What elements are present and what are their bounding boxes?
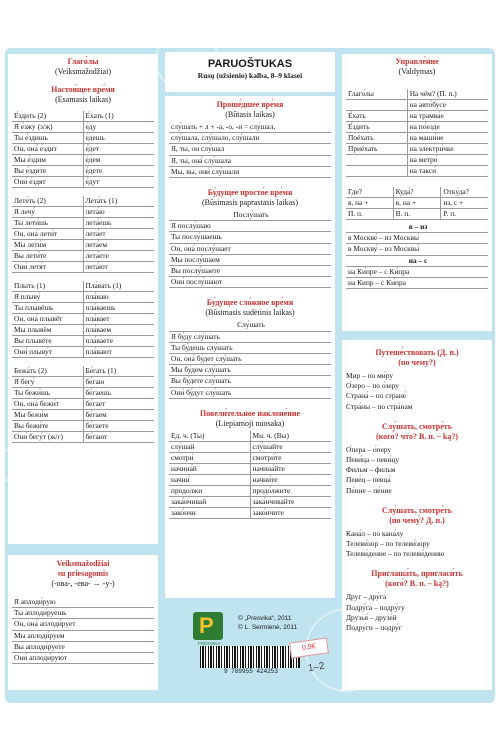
list-item: Мы бу́дем слу́шать [169, 365, 331, 376]
listen-title: Слу́шать, смотре́ть [382, 421, 452, 431]
list-item: Он, она́ бу́дет слу́шать [169, 354, 331, 365]
table-cell: Он, она́ е́здит [12, 144, 83, 155]
list-item: Мы аплоди́руем [12, 631, 154, 642]
listen-question: (кого́? что? В. п. – ką?) [376, 431, 458, 441]
left-panel-suffix-verbs [8, 555, 158, 690]
list-item: Я бу́ду слу́шать [169, 332, 331, 343]
suffix-rule: (-ова-, -ева- → -у-) [51, 579, 115, 588]
list-item: Я послу́шаю [169, 221, 331, 232]
table-cell: пла́ваем [83, 325, 155, 336]
table-cell: Ты лети́шь [12, 218, 83, 229]
table-cell: на авто́бусе [407, 100, 488, 111]
table-head: На чём? (П. п.) [407, 89, 488, 100]
list-item: О́пера – о́перу [346, 444, 392, 454]
list-item: Я, ты, она́ слу́шала [169, 156, 331, 167]
table-head: Ед. ч. (Ты) [169, 431, 250, 442]
table-cell: начина́й [169, 464, 250, 475]
list-item: Фильм – фильм [346, 465, 396, 475]
copyright-line: © L. Sermienė, 2011 [238, 624, 298, 631]
table-cell: Мы плывём [12, 325, 83, 336]
barcode [200, 646, 300, 668]
table-cell: В. п. [393, 209, 441, 220]
table-cell: пла́вают [83, 347, 155, 358]
handwritten-note: 1–2 [307, 660, 326, 675]
table-cell: Мы лети́м [12, 240, 83, 251]
list-item: Певи́ца – певи́цу [346, 455, 400, 465]
table-cell: е́дут [83, 177, 155, 188]
where-table [346, 187, 488, 220]
table-cell: бе́гаю [83, 377, 155, 388]
list-item: Вы послу́шаете [169, 266, 331, 277]
table-cell: зако́нчите [250, 508, 332, 519]
table-cell: П. п. [346, 209, 393, 220]
table-cell: лета́ем [83, 240, 155, 251]
list-item: Друг – дру́га [346, 592, 387, 602]
table-cell: Они́ плыву́т [12, 347, 83, 358]
logo-name: PRESVIKA [197, 641, 221, 646]
list-item: в Москве́ – из Москвы́ [346, 233, 488, 244]
barcode-number: 9 789955 424253 [223, 668, 278, 675]
table-cell: Он, она́ бежи́т [12, 399, 83, 410]
table-cell: Вы плывёте [12, 336, 83, 347]
preposition-heading: в – из [346, 222, 488, 233]
list-item: О́зеро – по о́зеру [346, 381, 400, 391]
suffix-verbs-list [12, 597, 154, 664]
table-cell: е́ду [83, 122, 155, 133]
list-item: Телеви́дение – по телеви́дению [346, 549, 445, 559]
invite-lines [346, 592, 488, 633]
prepositions-list [346, 222, 488, 289]
table-cell: пла́ваете [83, 336, 155, 347]
price-sticker: 0,9€ [289, 637, 329, 658]
list-item: Они́ послу́шают [169, 277, 331, 288]
table-cell: е́дешь [83, 133, 155, 144]
listen2-lines [346, 529, 488, 560]
table-cell: Они́ бегу́т (ж/г) [12, 432, 83, 443]
list-item: Друзья́ – друзе́й [346, 612, 397, 622]
table-cell: бе́гаешь [83, 388, 155, 399]
list-item: Подру́ги – подру́г [346, 623, 402, 633]
travel-question: (по чему?) [398, 358, 436, 367]
table-cell: лета́ет [83, 229, 155, 240]
list-item: Вы бу́дете слу́шать [169, 376, 331, 387]
table-cell: в, на + [346, 198, 393, 209]
suffix-verbs-title: Veiksmažodžiai [56, 559, 110, 568]
right-panel-cases [342, 340, 492, 690]
table-head: Куда́? [393, 187, 441, 198]
table-cell: лета́ете [83, 251, 155, 262]
list-item: на Ки́пре – с Ки́пра [346, 267, 488, 278]
table-cell: на трамва́е [407, 111, 488, 122]
table-cell: зака́нчивайте [250, 497, 332, 508]
imperative-lt: (Liepiamoji nuosaka) [215, 418, 285, 428]
list-item: Подру́га – подру́гу [346, 602, 405, 612]
list-item: Мы послу́шаем [169, 255, 331, 266]
table-head: Бе́гать (1) [83, 366, 155, 377]
table-cell: начни́ [169, 475, 250, 486]
table-cell: бе́гают [83, 432, 155, 443]
invite-question: (кого́? В. п. – ką?) [385, 579, 449, 589]
listen-lines [346, 445, 488, 496]
table-cell: Е́здить [346, 122, 407, 133]
list-item: Мир – по ми́ру [346, 371, 394, 380]
table-cell [346, 155, 407, 166]
verb-heading: Послу́шать [169, 210, 331, 221]
table-cell: на такси́ [407, 166, 488, 177]
table-cell: начни́те [250, 475, 332, 486]
table-cell: е́дет [83, 144, 155, 155]
table-cell: Р. п. [440, 209, 488, 220]
table-head: Е́хать (1) [83, 111, 155, 122]
list-item: Они́ аплоди́руют [12, 653, 154, 664]
future-compound-lt: (Būsimasis sudėtinis laikas) [205, 308, 295, 318]
past-lt: (Būtasis laikas) [225, 110, 275, 119]
table-cell [346, 100, 407, 111]
table-head: Е́здить (2) [12, 111, 83, 122]
table-head: Лета́ть (1) [83, 196, 155, 207]
table-cell: лета́ют [83, 262, 155, 273]
table-cell: на маши́не [407, 133, 488, 144]
present-lt: (Esamasis laikas) [55, 95, 111, 104]
list-item: Кана́л – по кана́лу [346, 528, 404, 538]
list-item: в Москву́ – из Москвы́ [346, 244, 488, 255]
table-cell: на электри́чке [407, 144, 488, 155]
list-item: Пе́ние – пе́ние [346, 485, 392, 495]
table-head: Бежа́ть (2) [12, 366, 83, 377]
list-item: Стра́ны – по стра́нам [346, 401, 413, 411]
verbs-lt: (Veiksmažodžiai) [55, 67, 111, 76]
imperative-table [169, 431, 331, 519]
past-lines [169, 122, 331, 178]
table-cell: слу́шайте [250, 442, 332, 453]
table-cell: е́дем [83, 155, 155, 166]
list-item: Ты бу́дешь слу́шать [169, 343, 331, 354]
table-head: Глаго́лы [346, 89, 407, 100]
government-table [346, 89, 488, 177]
list-item: Мы, вы, они́ слу́шали [169, 167, 331, 178]
list-item: Я, ты, он слу́шал [169, 144, 331, 155]
verbs-title: Глаго́лы [67, 57, 99, 66]
table-cell: начина́йте [250, 464, 332, 475]
table-cell: Я бегу́ [12, 377, 83, 388]
list-item: Он, она́ послу́шает [169, 244, 331, 255]
list-item: Вы аплоди́руете [12, 642, 154, 653]
table-cell: Вы е́здите [12, 166, 83, 177]
future-simple-title: Бу́дущее просто́е вре́мя [207, 188, 293, 198]
list-item: Он, она́ аплоди́рует [12, 619, 154, 630]
table-head: Где? [346, 187, 393, 198]
list-item: Страна́ – по стране́ [346, 391, 407, 401]
left-panel-verbs [8, 54, 158, 544]
table-cell: Ты бежи́шь [12, 388, 83, 399]
list-item: слу́шать + л + -а, -о, -и = слу́шал, [169, 122, 331, 133]
list-item: Ты послу́шаешь [169, 232, 331, 243]
imperative-title: Повели́тельное наклоне́ние [200, 408, 300, 418]
table-head: Лете́ть (2) [12, 196, 83, 207]
conjugation-table-bezhat [12, 366, 154, 443]
past-title: Проше́дшее вре́мя [216, 100, 284, 109]
table-cell: Я лечу́ [12, 207, 83, 218]
future-simple-lt: (Būsimasis paprastasis laikas) [202, 198, 298, 208]
table-cell: на метро́ [407, 155, 488, 166]
table-cell: Вы бежи́те [12, 421, 83, 432]
table-cell: пла́ваю [83, 292, 155, 303]
table-cell: Приéхать [346, 144, 407, 155]
table-cell: продолжи [169, 486, 250, 497]
suffix-verbs-title2: su priesagomis [57, 569, 109, 578]
conjugation-table-letet [12, 196, 154, 273]
government-title: Управле́ние [395, 57, 439, 66]
list-item: Ты аплоди́руешь [12, 608, 154, 619]
table-head: Отку́да? [440, 187, 488, 198]
conjugation-table-ezdit [12, 111, 154, 188]
table-cell: продо́лжите [250, 486, 332, 497]
table-cell: Они́ летя́т [12, 262, 83, 273]
table-cell: Ты е́здишь [12, 133, 83, 144]
page-subtitle: Rusų (užsienio) kalba, 8–9 klasei [197, 71, 303, 80]
table-cell: на по́езде [407, 122, 488, 133]
conjugation-table-plyt [12, 281, 154, 358]
center-title-panel [165, 52, 335, 92]
table-cell: лета́ю [83, 207, 155, 218]
right-panel-government [342, 54, 492, 331]
future-compound-title: Бу́дущее сло́жное вре́мя [206, 298, 294, 308]
table-cell: лета́ешь [83, 218, 155, 229]
list-item: Телеви́зор – по телеви́зору [346, 539, 430, 549]
future-simple-lines [169, 210, 331, 288]
table-cell: Мы е́здим [12, 155, 83, 166]
copyright-block [238, 614, 297, 632]
present-title: Настоя́щее вре́мя [51, 85, 115, 94]
table-cell: Он, она́ плывёт [12, 314, 83, 325]
government-lt: (Valdymas) [398, 67, 436, 76]
table-cell: Я е́зжу (з/ж) [12, 122, 83, 133]
table-cell: в, на + [393, 198, 441, 209]
table-cell [346, 166, 407, 177]
travel-lines [346, 371, 488, 412]
table-cell: зака́нчивай [169, 497, 250, 508]
page-title: PARUOŠTUKAS [207, 58, 293, 70]
list-item: Они́ бу́дут слу́шать [169, 388, 331, 399]
table-cell: Е́хать [346, 111, 407, 122]
table-cell: Ты плывёшь [12, 303, 83, 314]
invite-title: Приглаша́ть, пригласи́ть [371, 569, 463, 579]
table-head: Пла́вать (1) [83, 281, 155, 292]
table-cell: пла́ваешь [83, 303, 155, 314]
table-cell: бе́гаем [83, 410, 155, 421]
verb-heading: Слу́шать [169, 320, 331, 331]
table-cell: Мы бежи́м [12, 410, 83, 421]
future-compound-lines [169, 320, 331, 398]
table-cell: из, с + [440, 198, 488, 209]
preposition-heading: на – с [346, 256, 488, 267]
table-cell: е́дете [83, 166, 155, 177]
table-cell: Я плыву́ [12, 292, 83, 303]
table-cell: пла́вает [83, 314, 155, 325]
list-item: Певе́ц – певца́ [346, 475, 391, 485]
table-cell: Поéхать [346, 133, 407, 144]
table-head: Плыть (1) [12, 281, 83, 292]
table-cell: смотри́те [250, 453, 332, 464]
table-cell: Он, она́ лети́т [12, 229, 83, 240]
center-panel-tenses [165, 96, 335, 598]
copyright-line: © „Presvika“, 2011 [238, 615, 292, 622]
table-cell: бе́гает [83, 399, 155, 410]
table-cell: зако́нчи [169, 508, 250, 519]
table-cell: смотри́ [169, 453, 250, 464]
list-item: на Кипр – с Ки́пра [346, 278, 488, 289]
table-cell: Они́ е́здят [12, 177, 83, 188]
table-cell: слу́шай [169, 442, 250, 453]
travel-title: Путеше́ствовать (Д. п.) [375, 348, 459, 357]
table-cell: Вы лети́те [12, 251, 83, 262]
presvika-logo: P PRESVIKA [193, 612, 223, 640]
list-item: слу́шала, слу́шало, слу́шали [169, 133, 331, 144]
listen2-question: (по чему́? Д. п.) [389, 515, 445, 525]
list-item: Я аплоди́рую [12, 597, 154, 608]
table-cell: бе́гаете [83, 421, 155, 432]
listen2-title: Слу́шать, смотре́ть [382, 505, 452, 515]
table-head: Мн. ч. (Вы) [250, 431, 332, 442]
